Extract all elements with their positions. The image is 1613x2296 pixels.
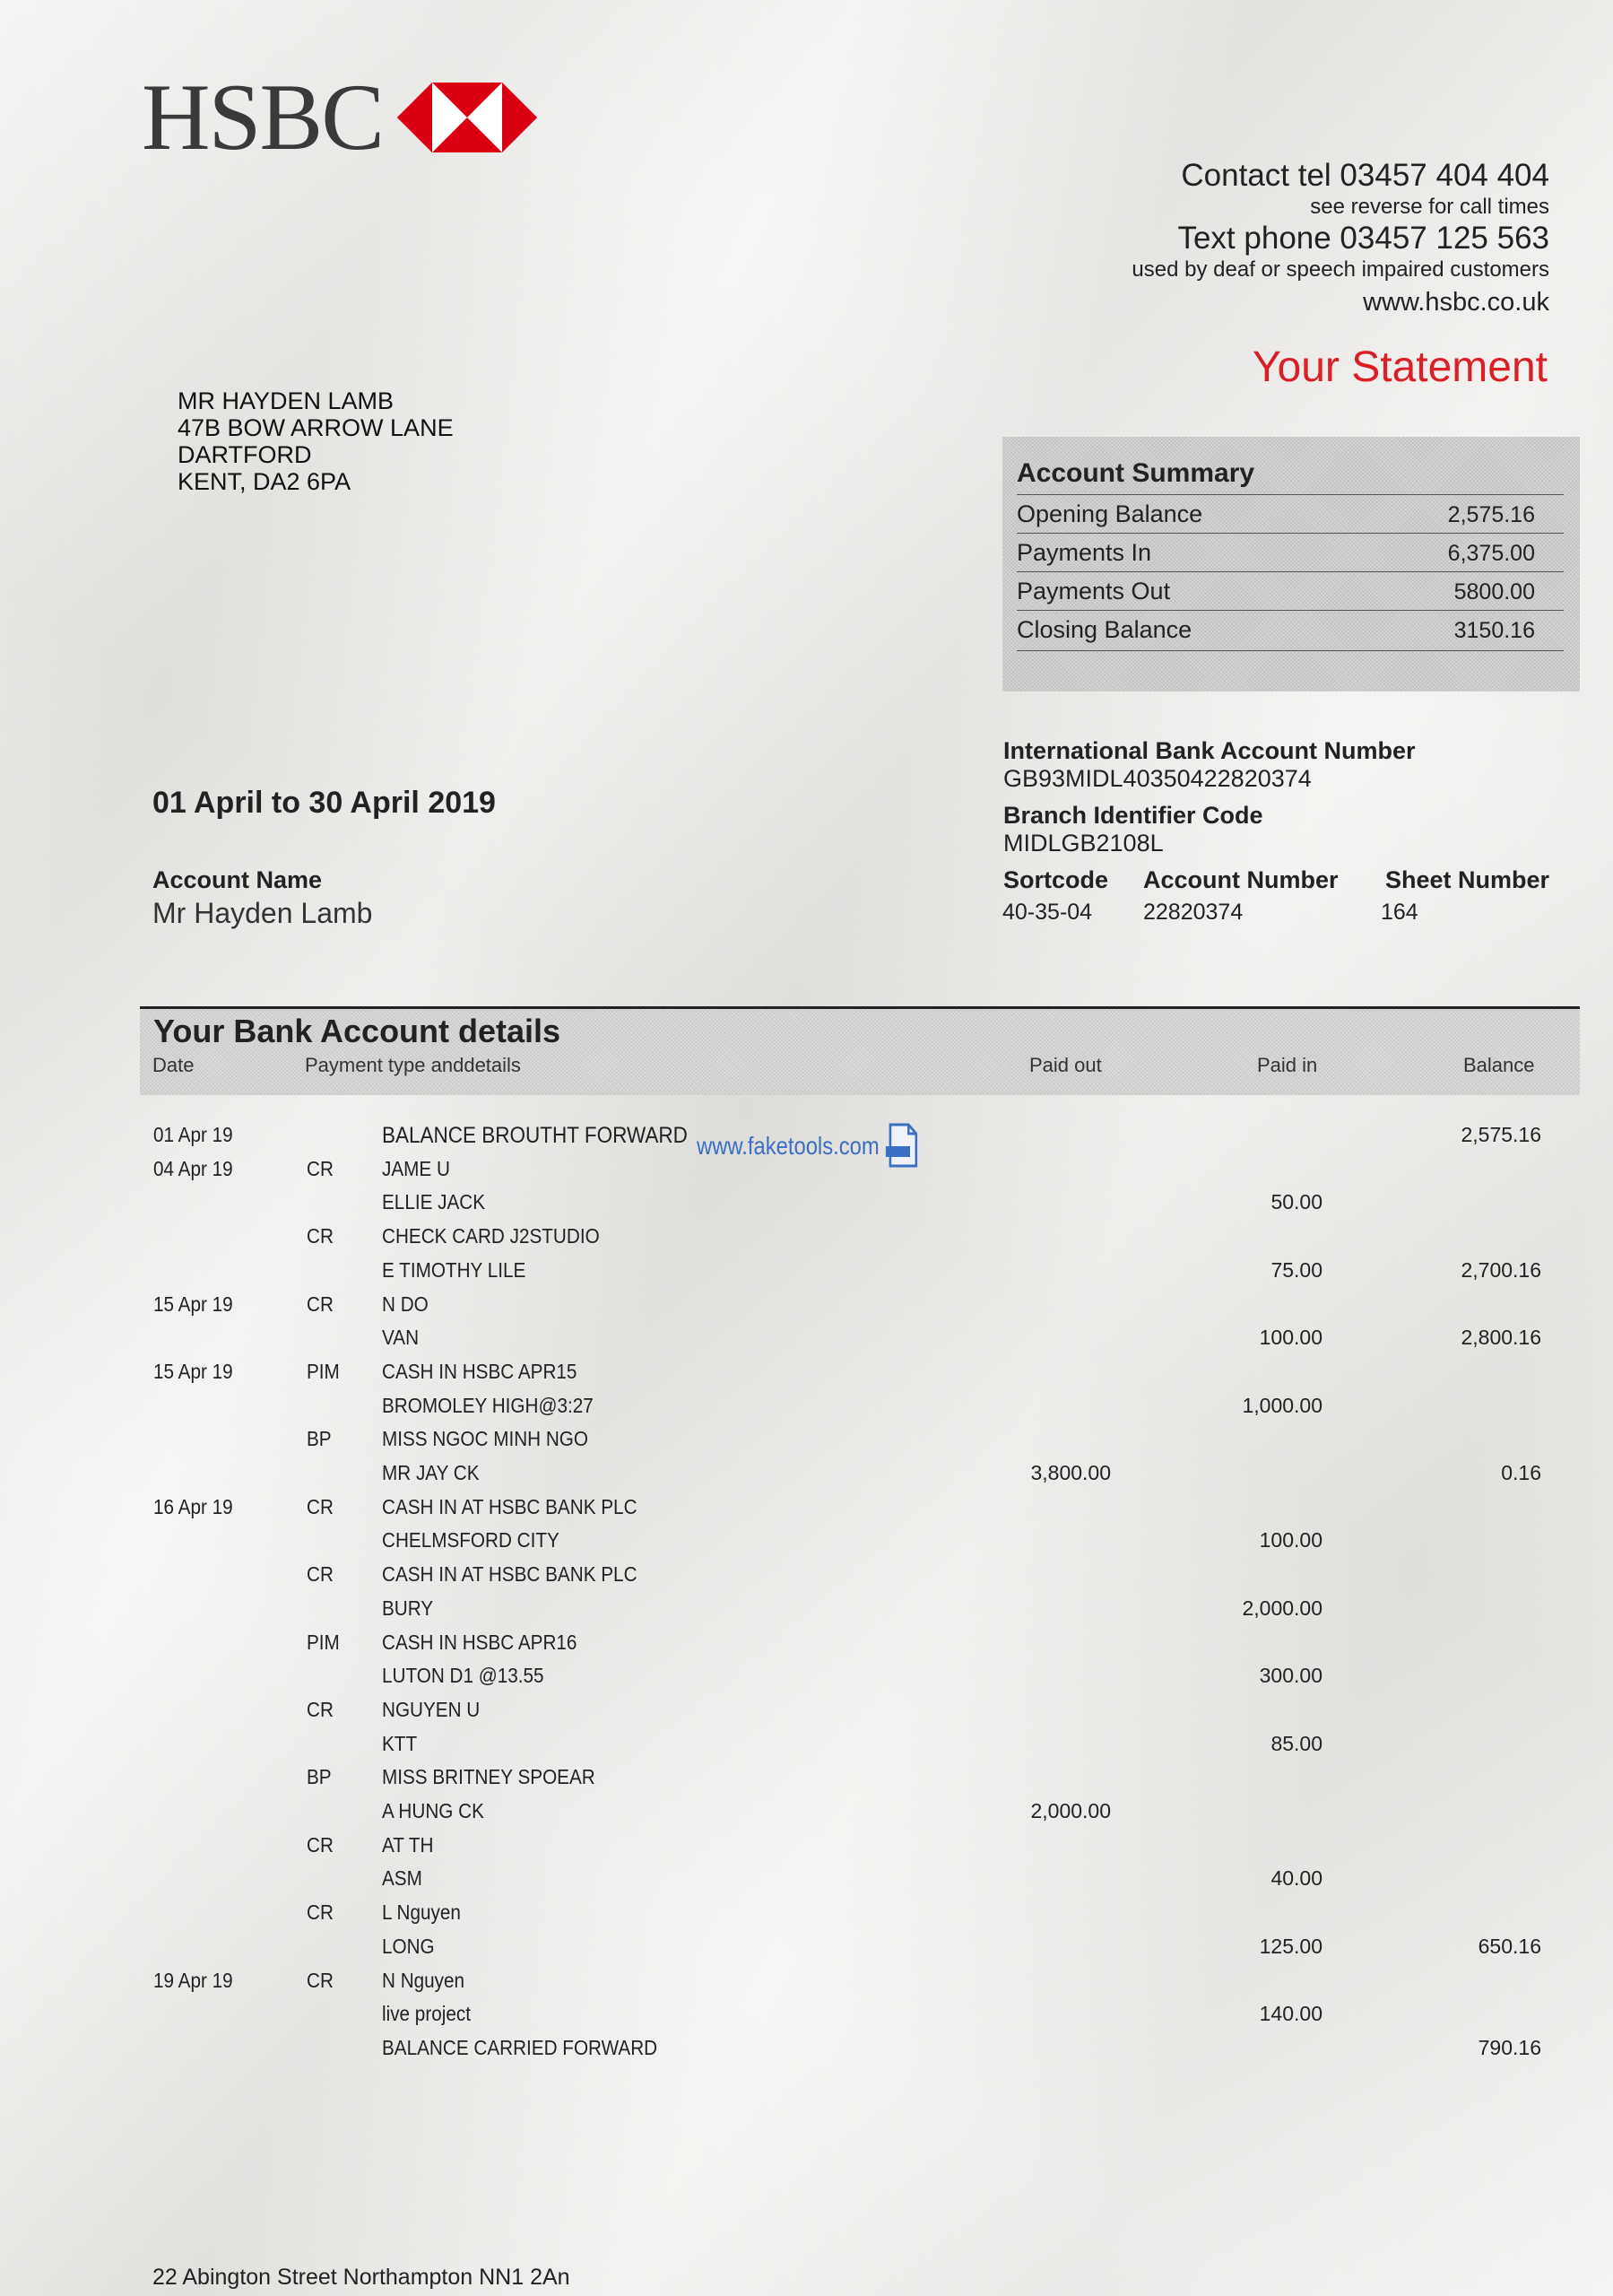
row-date: 01 Apr 19 <box>153 1123 233 1146</box>
row-paid-in: 2,000.00 <box>1242 1596 1322 1620</box>
row-balance: 2,700.16 <box>1461 1258 1541 1282</box>
sortcode-value: 40-35-04 <box>1002 900 1093 925</box>
row-type: CR <box>307 1224 334 1248</box>
statement-period: 01 April to 30 April 2019 <box>152 786 496 820</box>
summary-title: Account Summary <box>1017 458 1255 488</box>
row-type: BP <box>307 1427 332 1450</box>
account-name-label: Account Name <box>152 866 323 893</box>
column-balance: Balance <box>1463 1054 1535 1076</box>
row-balance: 790.16 <box>1478 2036 1541 2059</box>
row-paid-in: 100.00 <box>1259 1528 1322 1552</box>
row-detail: BURY <box>382 1596 434 1620</box>
address-line: DARTFORD <box>178 441 312 468</box>
row-detail: ELLIE JACK <box>382 1190 486 1213</box>
watermark <box>697 1123 919 1170</box>
row-paid-in: 300.00 <box>1259 1664 1322 1687</box>
row-detail: E TIMOTHY LILE <box>382 1258 526 1282</box>
row-detail: N DO <box>382 1292 429 1316</box>
summary-value: 6,375.00 <box>1447 541 1535 566</box>
row-detail: N Nguyen <box>382 1969 465 1992</box>
row-detail: AT TH <box>382 1833 434 1857</box>
account-number-value: 22820374 <box>1143 900 1244 925</box>
column-date: Date <box>152 1054 195 1076</box>
row-paid-in: 40.00 <box>1270 1866 1322 1890</box>
row-type: CR <box>307 1292 334 1316</box>
row-date: 19 Apr 19 <box>153 1969 233 1992</box>
row-paid-out: 3,800.00 <box>1030 1461 1111 1484</box>
address-line: MR HAYDEN LAMB <box>178 387 395 414</box>
logo-text: HSBC <box>142 65 383 170</box>
row-type: CR <box>307 1969 334 1992</box>
row-detail: CHELMSFORD CITY <box>382 1528 559 1552</box>
summary-label: Payments Out <box>1017 578 1171 604</box>
row-paid-in: 85.00 <box>1270 1732 1322 1755</box>
watermark-text: www.faketools.com <box>697 1132 880 1160</box>
row-date: 16 Apr 19 <box>153 1495 233 1518</box>
text-phone: Text phone 03457 125 563 <box>1177 221 1549 256</box>
summary-value: 2,575.16 <box>1447 502 1535 527</box>
summary-row-opening <box>1017 494 1564 533</box>
row-type: CR <box>307 1833 334 1857</box>
summary-row-payments-in <box>1017 533 1564 571</box>
sortcode-label: Sortcode <box>1003 866 1109 893</box>
row-detail: CHECK CARD J2STUDIO <box>382 1224 600 1248</box>
row-detail: LONG <box>382 1935 435 1958</box>
row-detail: CASH IN AT HSBC BANK PLC <box>382 1562 637 1586</box>
address-line: KENT, DA2 6PA <box>178 468 351 495</box>
text-phone-note: used by deaf or speech impaired customers <box>1132 257 1549 282</box>
row-paid-in: 50.00 <box>1270 1190 1322 1213</box>
summary-label: Payments In <box>1017 539 1152 566</box>
bic-value: MIDLGB2108L <box>1003 830 1164 857</box>
summary-row-closing <box>1017 610 1564 648</box>
row-type: CR <box>307 1562 334 1586</box>
row-type: CR <box>307 1157 334 1180</box>
row-paid-in: 100.00 <box>1259 1326 1322 1349</box>
row-detail: BROMOLEY HIGH@3:27 <box>382 1394 594 1417</box>
account-number-label: Account Number <box>1143 866 1339 893</box>
row-detail: CASH IN AT HSBC BANK PLC <box>382 1495 637 1518</box>
row-detail: CASH IN HSBC APR15 <box>382 1360 577 1383</box>
row-detail: JAME U <box>382 1157 450 1180</box>
summary-row-payments-out <box>1017 571 1564 610</box>
hsbc-logo <box>142 65 537 170</box>
details-title: Your Bank Account details <box>153 1013 561 1049</box>
row-balance: 2,575.16 <box>1461 1123 1541 1146</box>
column-payment: Payment type anddetails <box>305 1054 521 1076</box>
document-icon <box>885 1123 918 1170</box>
customer-address <box>178 387 454 495</box>
contact-tel: Contact tel 03457 404 404 <box>1181 158 1549 193</box>
contact-tel-note: see reverse for call times <box>1310 195 1549 219</box>
row-balance: 2,800.16 <box>1461 1326 1541 1349</box>
row-paid-in: 125.00 <box>1259 1935 1322 1958</box>
row-detail: A HUNG CK <box>382 1799 484 1822</box>
account-summary <box>1002 437 1580 691</box>
row-type: BP <box>307 1765 332 1788</box>
row-paid-out: 2,000.00 <box>1030 1799 1111 1822</box>
row-detail: ASM <box>382 1866 422 1890</box>
row-detail: BALANCE BROUTHT FORWARD <box>382 1123 688 1148</box>
row-date: 15 Apr 19 <box>153 1360 233 1383</box>
row-detail: BALANCE CARRIED FORWARD <box>382 2036 658 2059</box>
statement-title: Your Statement <box>1252 344 1548 391</box>
row-detail: L Nguyen <box>382 1900 461 1924</box>
iban-label: International Bank Account Number <box>1003 737 1416 764</box>
summary-label: Opening Balance <box>1017 500 1203 527</box>
row-type: PIM <box>307 1360 340 1383</box>
row-detail: VAN <box>382 1326 420 1349</box>
iban-value: GB93MIDL40350422820374 <box>1003 765 1312 792</box>
row-balance: 650.16 <box>1478 1935 1541 1958</box>
row-balance: 0.16 <box>1501 1461 1541 1484</box>
sheet-number-label: Sheet Number <box>1385 866 1550 893</box>
row-detail: CASH IN HSBC APR16 <box>382 1631 577 1654</box>
row-type: CR <box>307 1495 334 1518</box>
row-detail: KTT <box>382 1732 418 1755</box>
row-paid-in: 140.00 <box>1259 2002 1322 2025</box>
contact-block <box>1132 157 1549 320</box>
sheet-number-value: 164 <box>1381 900 1418 925</box>
hsbc-hexagon-icon <box>397 83 537 152</box>
account-details-header <box>140 1006 1580 1095</box>
column-paid-in: Paid in <box>1257 1054 1318 1076</box>
row-type: PIM <box>307 1631 340 1654</box>
bic-label: Branch Identifier Code <box>1003 802 1263 829</box>
summary-label: Closing Balance <box>1017 616 1192 643</box>
row-date: 15 Apr 19 <box>153 1292 233 1316</box>
account-name-value: Mr Hayden Lamb <box>152 897 373 929</box>
row-detail: live project <box>382 2002 471 2025</box>
branch-address: 22 Abington Street Northampton NN1 2An <box>152 2265 570 2290</box>
column-paid-out: Paid out <box>1029 1054 1102 1076</box>
summary-divider <box>1017 650 1564 651</box>
row-detail: MISS BRITNEY SPOEAR <box>382 1765 595 1788</box>
row-paid-in: 1,000.00 <box>1242 1394 1322 1417</box>
row-paid-in: 75.00 <box>1270 1258 1322 1282</box>
address-line: 47B BOW ARROW LANE <box>178 414 454 441</box>
summary-value: 3150.16 <box>1453 618 1535 643</box>
summary-value: 5800.00 <box>1453 579 1535 604</box>
row-detail: MR JAY CK <box>382 1461 480 1484</box>
row-date: 04 Apr 19 <box>153 1157 233 1180</box>
row-detail: MISS NGOC MINH NGO <box>382 1427 589 1450</box>
row-detail: LUTON D1 @13.55 <box>382 1664 544 1687</box>
row-type: CR <box>307 1698 334 1721</box>
row-type: CR <box>307 1900 334 1924</box>
website-link[interactable]: www.hsbc.co.uk <box>1363 288 1549 317</box>
row-detail: NGUYEN U <box>382 1698 481 1721</box>
